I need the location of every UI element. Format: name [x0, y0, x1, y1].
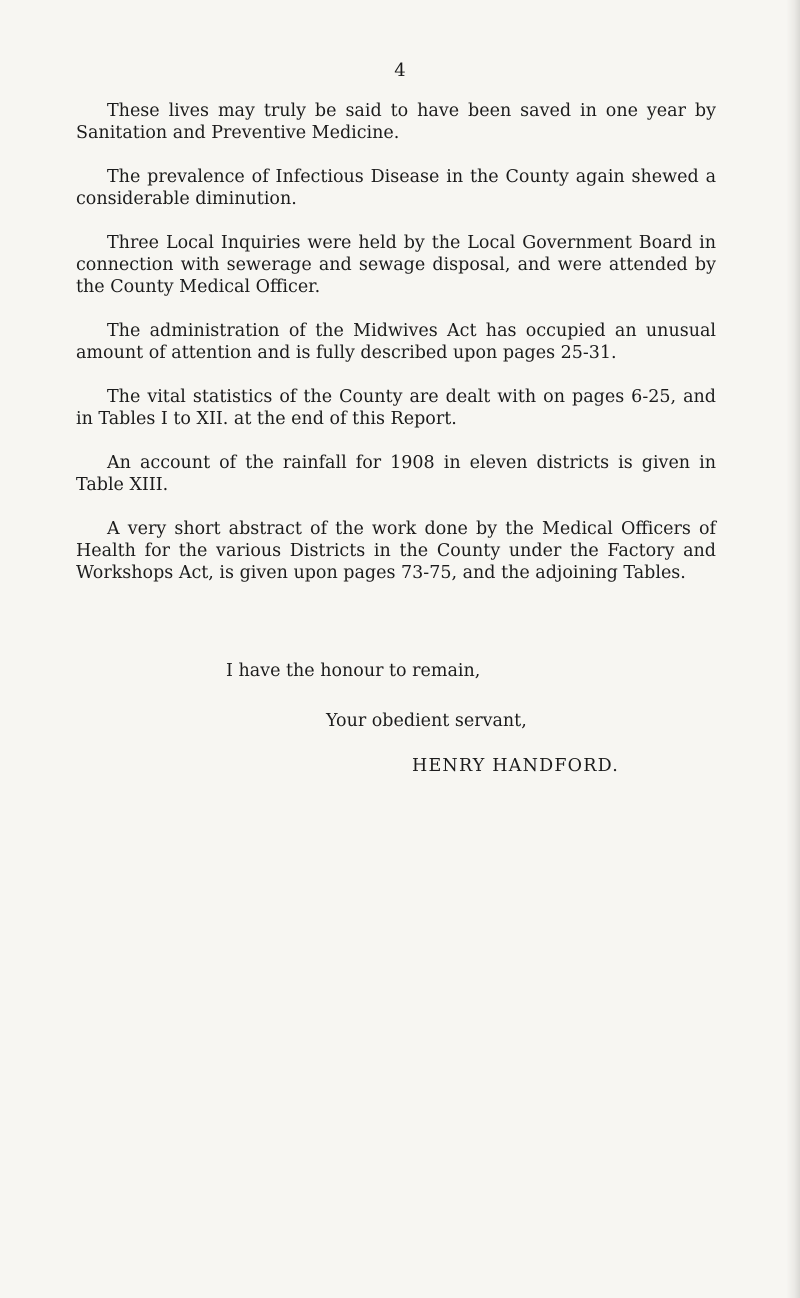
paragraph-lives-saved: These lives may truly be said to have been saved in one year by Sanitation and Preventive Medicine. [76, 101, 716, 143]
paragraph-factory-workshops: A very short abstract of the work done by the Medical Officers of Health for the various Districts in the County under the Factory and Workshops Act, is given upon pages 73-75, and the adjoining Tables. [76, 519, 716, 583]
closing-line [0, 660, 800, 682]
paragraph-vital-statistics: The vital statistics of the County are dealt with on pages 6-25, and in Tables I to XII. at the end of this Report. [76, 387, 716, 429]
closing-honour: I have the honour to remain, [226, 661, 481, 681]
closing-line-servant [0, 710, 800, 732]
closing-servant: Your obedient servant, [326, 711, 527, 731]
paragraph-infectious-disease: The prevalence of Infectious Disease in the County again shewed a considerable diminution. [76, 167, 716, 209]
paragraph-rainfall: An account of the rainfall for 1908 in eleven districts is given in Table XIII. [76, 453, 716, 495]
paragraph-local-inquiries: Three Local Inquiries were held by the Local Government Board in connection with sewerage and sewage disposal, and were attended by the County Medical Officer. [76, 233, 716, 297]
page-edge-shadow [786, 0, 800, 1298]
paragraph-midwives-act: The administration of the Midwives Act has occupied an unusual amount of attention and is fully described upon pages 25-31. [76, 321, 716, 363]
page-number: 4 [394, 60, 406, 81]
letter-body [76, 100, 716, 606]
signature: HENRY HANDFORD. [412, 756, 619, 776]
